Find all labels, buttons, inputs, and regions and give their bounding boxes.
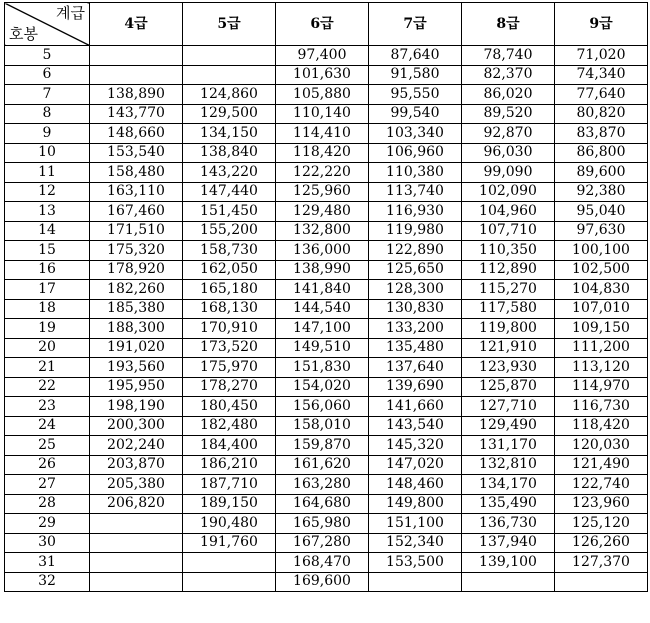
- salary-cell: 135,490: [462, 494, 555, 514]
- salary-cell: 134,150: [183, 124, 276, 144]
- salary-cell: 125,120: [555, 514, 648, 534]
- step-cell: 6: [5, 65, 90, 85]
- corner-header-cell: [5, 3, 90, 46]
- table-row: [5, 533, 648, 553]
- salary-cell: 128,300: [369, 280, 462, 300]
- step-cell: 23: [5, 397, 90, 417]
- step-cell: 15: [5, 241, 90, 261]
- salary-cell: 163,110: [90, 182, 183, 202]
- salary-cell: 78,740: [462, 46, 555, 66]
- salary-cell: 138,890: [90, 85, 183, 105]
- salary-cell: 89,600: [555, 163, 648, 183]
- salary-cell: 124,860: [183, 85, 276, 105]
- salary-cell: 173,520: [183, 338, 276, 358]
- salary-cell: [90, 514, 183, 534]
- salary-cell: 169,600: [276, 572, 369, 592]
- salary-cell: 139,690: [369, 377, 462, 397]
- step-cell: 7: [5, 85, 90, 105]
- salary-cell: 170,910: [183, 319, 276, 339]
- salary-cell: 147,020: [369, 455, 462, 475]
- salary-cell: 100,100: [555, 241, 648, 261]
- salary-cell: [90, 553, 183, 573]
- salary-cell: 83,870: [555, 124, 648, 144]
- salary-cell: 182,260: [90, 280, 183, 300]
- salary-cell: 117,580: [462, 299, 555, 319]
- table-body: [5, 46, 648, 592]
- salary-cell: 151,830: [276, 358, 369, 378]
- salary-cell: 136,000: [276, 241, 369, 261]
- salary-cell: 158,480: [90, 163, 183, 183]
- salary-cell: 191,020: [90, 338, 183, 358]
- table-row: [5, 299, 648, 319]
- salary-cell: 167,460: [90, 202, 183, 222]
- salary-cell: 116,730: [555, 397, 648, 417]
- step-cell: 27: [5, 475, 90, 495]
- salary-cell: 137,940: [462, 533, 555, 553]
- salary-cell: 127,710: [462, 397, 555, 417]
- salary-cell: 189,150: [183, 494, 276, 514]
- salary-cell: 203,870: [90, 455, 183, 475]
- salary-cell: 200,300: [90, 416, 183, 436]
- header-row: [5, 3, 648, 46]
- step-cell: 32: [5, 572, 90, 592]
- salary-cell: 130,830: [369, 299, 462, 319]
- salary-cell: 91,580: [369, 65, 462, 85]
- salary-cell: 185,380: [90, 299, 183, 319]
- salary-cell: 175,970: [183, 358, 276, 378]
- table-row: [5, 143, 648, 163]
- salary-cell: 162,050: [183, 260, 276, 280]
- salary-cell: 143,220: [183, 163, 276, 183]
- salary-cell: 147,440: [183, 182, 276, 202]
- salary-cell: 184,400: [183, 436, 276, 456]
- salary-cell: 102,090: [462, 182, 555, 202]
- salary-table-container: [4, 2, 648, 592]
- step-cell: 8: [5, 104, 90, 124]
- salary-cell: 191,760: [183, 533, 276, 553]
- step-cell: 25: [5, 436, 90, 456]
- salary-cell: 115,270: [462, 280, 555, 300]
- table-row: [5, 358, 648, 378]
- salary-cell: 145,320: [369, 436, 462, 456]
- salary-cell: 125,650: [369, 260, 462, 280]
- step-cell: 20: [5, 338, 90, 358]
- salary-cell: 141,660: [369, 397, 462, 417]
- salary-cell: 193,560: [90, 358, 183, 378]
- table-row: [5, 514, 648, 534]
- salary-cell: 154,020: [276, 377, 369, 397]
- salary-cell: 82,370: [462, 65, 555, 85]
- step-cell: 13: [5, 202, 90, 222]
- salary-cell: 125,870: [462, 377, 555, 397]
- salary-cell: 89,520: [462, 104, 555, 124]
- salary-cell: 105,880: [276, 85, 369, 105]
- step-cell: 5: [5, 46, 90, 66]
- salary-cell: 205,380: [90, 475, 183, 495]
- table-row: [5, 124, 648, 144]
- salary-cell: 134,170: [462, 475, 555, 495]
- step-cell: 31: [5, 553, 90, 573]
- table-row: [5, 475, 648, 495]
- salary-cell: 103,340: [369, 124, 462, 144]
- salary-cell: 206,820: [90, 494, 183, 514]
- salary-cell: 167,280: [276, 533, 369, 553]
- step-cell: 22: [5, 377, 90, 397]
- salary-cell: 158,010: [276, 416, 369, 436]
- step-cell: 30: [5, 533, 90, 553]
- salary-cell: 113,120: [555, 358, 648, 378]
- salary-cell: 149,800: [369, 494, 462, 514]
- salary-cell: 86,800: [555, 143, 648, 163]
- salary-cell: 153,500: [369, 553, 462, 573]
- salary-cell: 107,010: [555, 299, 648, 319]
- salary-cell: 158,730: [183, 241, 276, 261]
- salary-cell: 122,220: [276, 163, 369, 183]
- step-cell: 11: [5, 163, 90, 183]
- salary-cell: 106,960: [369, 143, 462, 163]
- salary-cell: 182,480: [183, 416, 276, 436]
- column-header-grade-8: 8급: [462, 3, 555, 46]
- salary-cell: 95,550: [369, 85, 462, 105]
- salary-cell: 151,450: [183, 202, 276, 222]
- salary-cell: 111,200: [555, 338, 648, 358]
- step-cell: 17: [5, 280, 90, 300]
- salary-cell: [369, 572, 462, 592]
- salary-cell: 113,740: [369, 182, 462, 202]
- step-cell: 18: [5, 299, 90, 319]
- table-row: [5, 319, 648, 339]
- table-row: [5, 182, 648, 202]
- salary-cell: 186,210: [183, 455, 276, 475]
- salary-cell: 195,950: [90, 377, 183, 397]
- salary-cell: 155,200: [183, 221, 276, 241]
- table-row: [5, 397, 648, 417]
- salary-cell: 107,710: [462, 221, 555, 241]
- step-cell: 26: [5, 455, 90, 475]
- salary-cell: 101,630: [276, 65, 369, 85]
- salary-cell: 123,930: [462, 358, 555, 378]
- salary-cell: 131,170: [462, 436, 555, 456]
- salary-cell: 122,890: [369, 241, 462, 261]
- salary-cell: 121,910: [462, 338, 555, 358]
- salary-cell: 152,340: [369, 533, 462, 553]
- salary-cell: 171,510: [90, 221, 183, 241]
- step-cell: 19: [5, 319, 90, 339]
- salary-cell: 132,800: [276, 221, 369, 241]
- salary-table: [4, 2, 648, 592]
- column-header-grade-9: 9급: [555, 3, 648, 46]
- column-header-grade-5: 5급: [183, 3, 276, 46]
- salary-cell: 74,340: [555, 65, 648, 85]
- salary-cell: 104,830: [555, 280, 648, 300]
- salary-cell: 190,480: [183, 514, 276, 534]
- salary-cell: 178,920: [90, 260, 183, 280]
- table-header: [5, 3, 648, 46]
- step-cell: 9: [5, 124, 90, 144]
- salary-cell: [555, 572, 648, 592]
- salary-cell: 102,500: [555, 260, 648, 280]
- step-cell: 24: [5, 416, 90, 436]
- salary-cell: 122,740: [555, 475, 648, 495]
- salary-cell: 202,240: [90, 436, 183, 456]
- salary-cell: 118,420: [276, 143, 369, 163]
- table-row: [5, 65, 648, 85]
- salary-cell: 198,190: [90, 397, 183, 417]
- step-cell: 10: [5, 143, 90, 163]
- salary-cell: 120,030: [555, 436, 648, 456]
- salary-cell: 110,380: [369, 163, 462, 183]
- salary-cell: 149,510: [276, 338, 369, 358]
- salary-cell: 161,620: [276, 455, 369, 475]
- salary-cell: 125,960: [276, 182, 369, 202]
- salary-cell: 153,540: [90, 143, 183, 163]
- salary-cell: 163,280: [276, 475, 369, 495]
- table-row: [5, 221, 648, 241]
- salary-cell: 95,040: [555, 202, 648, 222]
- column-header-grade-7: 7급: [369, 3, 462, 46]
- salary-cell: 99,540: [369, 104, 462, 124]
- table-row: [5, 260, 648, 280]
- salary-cell: 114,410: [276, 124, 369, 144]
- salary-cell: 77,640: [555, 85, 648, 105]
- salary-cell: 139,100: [462, 553, 555, 573]
- salary-cell: 187,710: [183, 475, 276, 495]
- salary-cell: 151,100: [369, 514, 462, 534]
- step-cell: 29: [5, 514, 90, 534]
- salary-cell: 143,770: [90, 104, 183, 124]
- salary-cell: [183, 65, 276, 85]
- table-row: [5, 241, 648, 261]
- salary-cell: 104,960: [462, 202, 555, 222]
- salary-cell: 80,820: [555, 104, 648, 124]
- salary-cell: 121,490: [555, 455, 648, 475]
- table-row: [5, 455, 648, 475]
- column-header-grade-6: 6급: [276, 3, 369, 46]
- salary-cell: 138,840: [183, 143, 276, 163]
- salary-cell: 136,730: [462, 514, 555, 534]
- salary-cell: 86,020: [462, 85, 555, 105]
- salary-cell: [462, 572, 555, 592]
- salary-cell: 116,930: [369, 202, 462, 222]
- salary-cell: 138,990: [276, 260, 369, 280]
- salary-cell: 135,480: [369, 338, 462, 358]
- step-cell: 14: [5, 221, 90, 241]
- table-row: [5, 85, 648, 105]
- table-row: [5, 416, 648, 436]
- salary-cell: [90, 572, 183, 592]
- salary-cell: 110,140: [276, 104, 369, 124]
- salary-cell: 114,970: [555, 377, 648, 397]
- salary-cell: 123,960: [555, 494, 648, 514]
- table-row: [5, 494, 648, 514]
- salary-cell: 87,640: [369, 46, 462, 66]
- salary-cell: 188,300: [90, 319, 183, 339]
- corner-step-label: 호봉: [9, 25, 38, 43]
- salary-cell: 119,980: [369, 221, 462, 241]
- salary-cell: 137,640: [369, 358, 462, 378]
- salary-cell: 156,060: [276, 397, 369, 417]
- salary-cell: 96,030: [462, 143, 555, 163]
- table-row: [5, 163, 648, 183]
- salary-cell: 180,450: [183, 397, 276, 417]
- salary-cell: 92,870: [462, 124, 555, 144]
- salary-cell: 148,660: [90, 124, 183, 144]
- salary-cell: 165,980: [276, 514, 369, 534]
- salary-cell: 165,180: [183, 280, 276, 300]
- salary-cell: 178,270: [183, 377, 276, 397]
- salary-cell: 110,350: [462, 241, 555, 261]
- salary-cell: [183, 46, 276, 66]
- salary-cell: [90, 46, 183, 66]
- table-row: [5, 377, 648, 397]
- salary-cell: [90, 65, 183, 85]
- salary-cell: 92,380: [555, 182, 648, 202]
- salary-cell: 132,810: [462, 455, 555, 475]
- salary-cell: 148,460: [369, 475, 462, 495]
- salary-cell: [90, 533, 183, 553]
- salary-cell: 168,130: [183, 299, 276, 319]
- salary-cell: 127,370: [555, 553, 648, 573]
- step-cell: 12: [5, 182, 90, 202]
- salary-cell: 112,890: [462, 260, 555, 280]
- step-cell: 21: [5, 358, 90, 378]
- table-row: [5, 104, 648, 124]
- salary-cell: 97,400: [276, 46, 369, 66]
- table-row: [5, 553, 648, 573]
- salary-cell: 133,200: [369, 319, 462, 339]
- table-row: [5, 202, 648, 222]
- salary-cell: [183, 553, 276, 573]
- salary-cell: 144,540: [276, 299, 369, 319]
- column-header-grade-4: 4급: [90, 3, 183, 46]
- salary-cell: 141,840: [276, 280, 369, 300]
- salary-cell: 143,540: [369, 416, 462, 436]
- corner-grade-label: 계급: [56, 4, 85, 22]
- salary-cell: 99,090: [462, 163, 555, 183]
- table-row: [5, 436, 648, 456]
- table-row: [5, 280, 648, 300]
- step-cell: 28: [5, 494, 90, 514]
- salary-cell: 175,320: [90, 241, 183, 261]
- salary-cell: 129,480: [276, 202, 369, 222]
- salary-cell: 126,260: [555, 533, 648, 553]
- salary-cell: 118,420: [555, 416, 648, 436]
- salary-cell: 159,870: [276, 436, 369, 456]
- salary-cell: 129,500: [183, 104, 276, 124]
- table-row: [5, 572, 648, 592]
- salary-cell: 71,020: [555, 46, 648, 66]
- salary-cell: [183, 572, 276, 592]
- salary-cell: 119,800: [462, 319, 555, 339]
- salary-cell: 147,100: [276, 319, 369, 339]
- table-row: [5, 46, 648, 66]
- salary-cell: 164,680: [276, 494, 369, 514]
- salary-cell: 97,630: [555, 221, 648, 241]
- salary-cell: 109,150: [555, 319, 648, 339]
- salary-cell: 129,490: [462, 416, 555, 436]
- step-cell: 16: [5, 260, 90, 280]
- salary-cell: 168,470: [276, 553, 369, 573]
- table-row: [5, 338, 648, 358]
